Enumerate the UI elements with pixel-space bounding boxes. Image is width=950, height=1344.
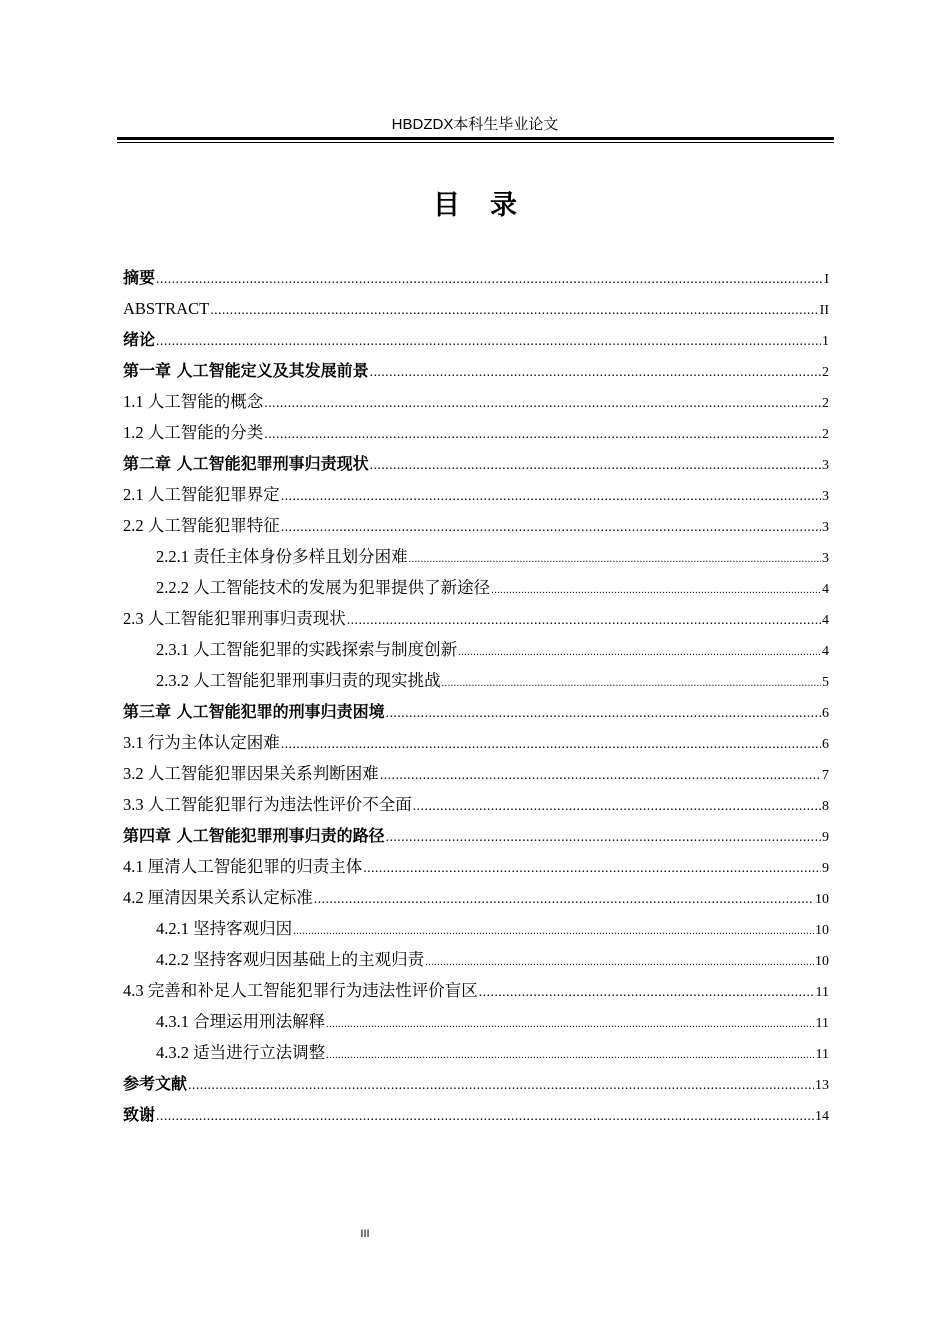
toc-entry-label: 第二章 人工智能犯罪刑事归责现状 bbox=[123, 454, 369, 473]
toc-dot-leader bbox=[363, 853, 821, 884]
toc-entry-label: 2.1 人工智能犯罪界定 bbox=[123, 485, 280, 504]
toc-entry-page: 2 bbox=[822, 427, 829, 442]
toc-dot-leader bbox=[293, 916, 814, 947]
toc-dot-leader bbox=[188, 1070, 814, 1101]
toc-entry-label: 1.1 人工智能的概念 bbox=[123, 392, 264, 411]
toc-entry-label: 第四章 人工智能犯罪刑事归责的路径 bbox=[123, 826, 385, 845]
toc-dot-leader bbox=[386, 698, 821, 729]
toc-entry-page: 2 bbox=[822, 396, 829, 411]
toc-entry-label: 3.2 人工智能犯罪因果关系判断困难 bbox=[123, 764, 379, 783]
toc-entry-label: 2.3 人工智能犯罪刑事归责现状 bbox=[123, 609, 346, 628]
toc-entry[interactable] bbox=[123, 510, 829, 541]
toc-entry-label: 2.3.1 人工智能犯罪的实践探索与制度创新 bbox=[156, 640, 458, 659]
toc-entry[interactable] bbox=[123, 913, 829, 944]
toc-entry-label: 4.3 完善和补足人工智能犯罪行为违法性评价盲区 bbox=[123, 981, 478, 1000]
toc-entry-page: 9 bbox=[822, 861, 829, 876]
toc-entry-label: 2.3.2 人工智能犯罪刑事归责的现实挑战 bbox=[156, 671, 441, 690]
header-rule-thick bbox=[117, 137, 834, 140]
toc-entry[interactable] bbox=[123, 665, 829, 696]
toc-entry-page: 6 bbox=[822, 737, 829, 752]
toc-dot-leader bbox=[281, 512, 821, 543]
toc-entry-label: 4.2 厘清因果关系认定标准 bbox=[123, 888, 313, 907]
toc-entry-label: 3.1 行为主体认定困难 bbox=[123, 733, 280, 752]
toc-entry-page: 10 bbox=[815, 923, 829, 938]
toc-entry-page: 3 bbox=[822, 458, 829, 473]
toc-entry[interactable] bbox=[123, 851, 829, 882]
toc-entry[interactable] bbox=[123, 975, 829, 1006]
toc-entry-label: 2.2.2 人工智能技术的发展为犯罪提供了新途径 bbox=[156, 578, 491, 597]
toc-entry-page: 5 bbox=[822, 675, 829, 690]
toc-entry[interactable] bbox=[123, 479, 829, 510]
toc-dot-leader bbox=[156, 1101, 814, 1132]
toc-entry-page: II bbox=[819, 303, 829, 318]
toc-dot-leader bbox=[479, 977, 815, 1008]
toc-entry-label: 第一章 人工智能定义及其发展前景 bbox=[123, 361, 369, 380]
toc-entry[interactable] bbox=[123, 1099, 829, 1130]
toc-entry[interactable] bbox=[123, 541, 829, 572]
toc-entry-page: 2 bbox=[822, 365, 829, 380]
toc-entry-page: 4 bbox=[822, 644, 829, 659]
toc-entry-page: 4 bbox=[822, 613, 829, 628]
toc-dot-leader bbox=[458, 637, 821, 668]
toc-entry-label: 4.1 厘清人工智能犯罪的归责主体 bbox=[123, 857, 363, 876]
toc-dot-leader bbox=[409, 544, 821, 575]
toc-dot-leader bbox=[314, 884, 814, 915]
toc-dot-leader bbox=[281, 481, 821, 512]
toc-entry-page: 8 bbox=[822, 799, 829, 814]
toc-entry[interactable] bbox=[123, 386, 829, 417]
toc-entry-label: 摘要 bbox=[123, 268, 156, 287]
page-number: III bbox=[360, 1228, 370, 1240]
toc-entry[interactable] bbox=[123, 448, 829, 479]
toc-entry[interactable] bbox=[123, 417, 829, 448]
toc-entry-page: 3 bbox=[822, 551, 829, 566]
toc-entry[interactable] bbox=[123, 293, 829, 324]
toc-entry-page: 7 bbox=[822, 768, 829, 783]
toc-dot-leader bbox=[326, 1040, 814, 1071]
toc-entry-label: 致谢 bbox=[123, 1105, 156, 1124]
toc-dot-leader bbox=[413, 791, 821, 822]
toc-entry-label: 第三章 人工智能犯罪的刑事归责困境 bbox=[123, 702, 385, 721]
toc-entry[interactable] bbox=[123, 789, 829, 820]
toc-dot-leader bbox=[347, 605, 821, 636]
toc-dot-leader bbox=[264, 388, 821, 419]
toc-entry-page: 4 bbox=[822, 582, 829, 597]
toc-dot-leader bbox=[380, 760, 821, 791]
toc-entry[interactable] bbox=[123, 603, 829, 634]
toc-entry-page: 11 bbox=[815, 1016, 829, 1031]
header-rule-thin bbox=[117, 142, 834, 143]
toc-entry[interactable] bbox=[123, 727, 829, 758]
toc-entry-page: 3 bbox=[822, 520, 829, 535]
toc-entry-page: 6 bbox=[822, 706, 829, 721]
toc-dot-leader bbox=[281, 729, 821, 760]
toc-entry-label: ABSTRACT bbox=[123, 299, 210, 318]
toc-entry-page: 14 bbox=[815, 1109, 829, 1124]
toc-entry[interactable] bbox=[123, 1037, 829, 1068]
toc-dot-leader bbox=[156, 326, 821, 357]
toc-entry-label: 4.2.2 坚持客观归因基础上的主观归责 bbox=[156, 950, 425, 969]
toc-dot-leader bbox=[156, 264, 823, 295]
toc-entry-page: 1 bbox=[822, 334, 829, 349]
toc-entry[interactable] bbox=[123, 1006, 829, 1037]
toc-entry-label: 绪论 bbox=[123, 330, 156, 349]
running-header: HBDZDX本科生毕业论文 bbox=[391, 116, 559, 133]
toc-dot-leader bbox=[326, 1009, 814, 1040]
table-of-contents bbox=[123, 262, 829, 1130]
toc-entry-page: 10 bbox=[815, 892, 829, 907]
toc-entry[interactable] bbox=[123, 820, 829, 851]
toc-entry-label: 2.2 人工智能犯罪特征 bbox=[123, 516, 280, 535]
toc-entry[interactable] bbox=[123, 758, 829, 789]
toc-dot-leader bbox=[491, 575, 821, 606]
toc-dot-leader bbox=[370, 357, 821, 388]
toc-title: 目录 bbox=[433, 190, 547, 221]
toc-entry-label: 3.3 人工智能犯罪行为违法性评价不全面 bbox=[123, 795, 412, 814]
toc-dot-leader bbox=[442, 668, 821, 699]
toc-entry-label: 4.2.1 坚持客观归因 bbox=[156, 919, 293, 938]
toc-dot-leader bbox=[370, 450, 821, 481]
toc-entry-page: 11 bbox=[815, 1047, 829, 1062]
toc-entry[interactable] bbox=[123, 262, 829, 293]
toc-entry[interactable] bbox=[123, 634, 829, 665]
toc-dot-leader bbox=[425, 947, 814, 978]
toc-entry-page: 3 bbox=[822, 489, 829, 504]
toc-dot-leader bbox=[386, 822, 821, 853]
toc-entry-page: I bbox=[824, 272, 829, 287]
toc-entry[interactable] bbox=[123, 696, 829, 727]
toc-entry-page: 13 bbox=[815, 1078, 829, 1093]
toc-entry-label: 4.3.2 适当进行立法调整 bbox=[156, 1043, 326, 1062]
toc-entry[interactable] bbox=[123, 324, 829, 355]
toc-dot-leader bbox=[210, 295, 818, 326]
toc-entry-label: 2.2.1 责任主体身份多样且划分困难 bbox=[156, 547, 408, 566]
toc-entry[interactable] bbox=[123, 572, 829, 603]
toc-entry[interactable] bbox=[123, 944, 829, 975]
toc-entry-page: 10 bbox=[815, 954, 829, 969]
toc-entry[interactable] bbox=[123, 882, 829, 913]
toc-entry-label: 参考文献 bbox=[123, 1074, 188, 1093]
toc-entry-label: 4.3.1 合理运用刑法解释 bbox=[156, 1012, 326, 1031]
toc-entry-label: 1.2 人工智能的分类 bbox=[123, 423, 264, 442]
toc-entry[interactable] bbox=[123, 355, 829, 386]
toc-entry-page: 9 bbox=[822, 830, 829, 845]
toc-entry-page: 11 bbox=[815, 985, 829, 1000]
toc-dot-leader bbox=[264, 419, 821, 450]
toc-entry[interactable] bbox=[123, 1068, 829, 1099]
